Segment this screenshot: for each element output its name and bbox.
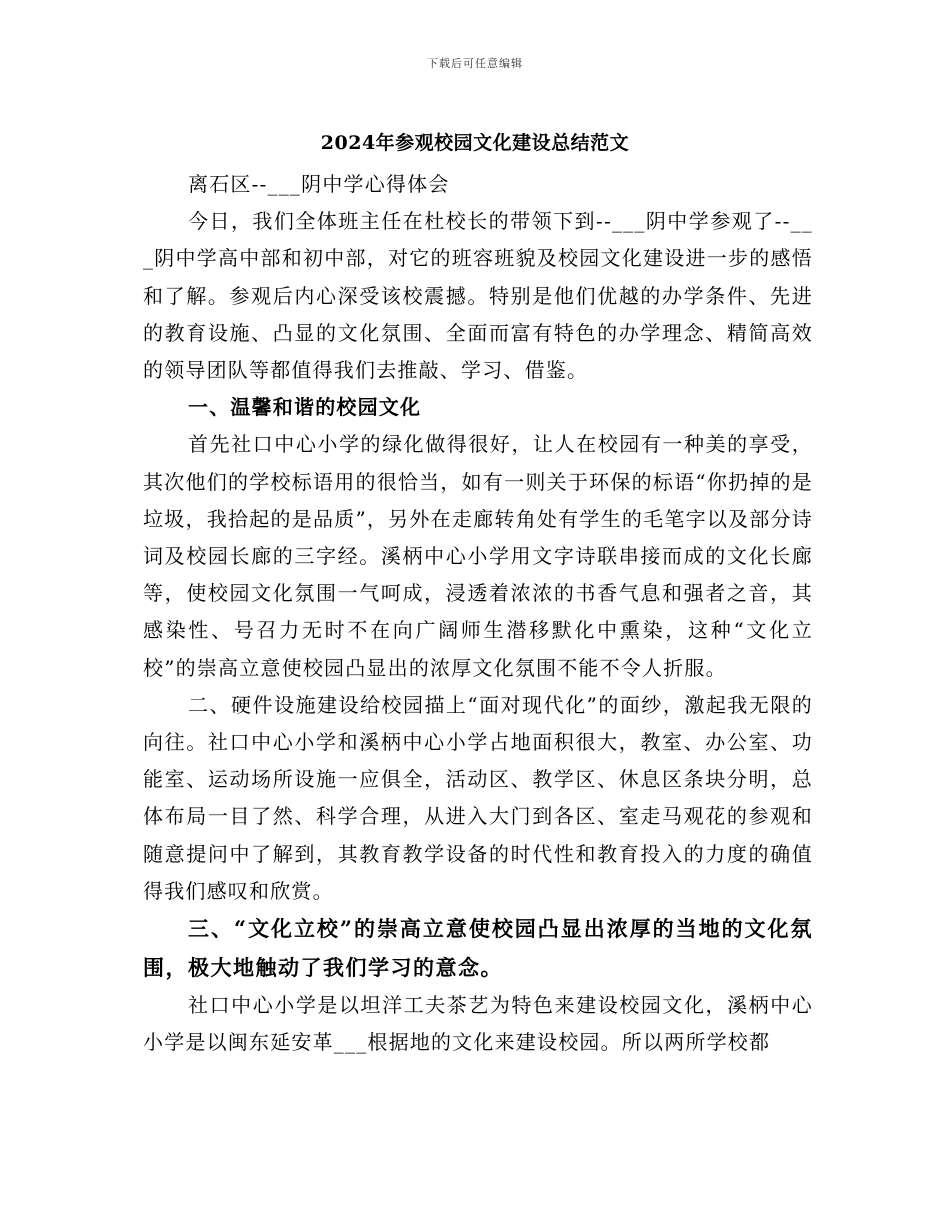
paragraph-intro: 今日，我们全体班主任在杜校长的带领下到--___阴中学参观了--___阴中学高中部和初中部，对它的班容班貌及校园文化建设进一步的感悟和了解。参观后内心深受该校震撼。特别是他们优越的办学条件、先进的教育设施、凸显的文化氛围、全面而富有特色的办学理念、精简高效的领导团队等都值得我们去推敲、学习、借鉴。 [143,209,813,383]
document-body [143,166,813,1061]
paragraph-section-2: 二、硬件设施建设给校园描上“面对现代化”的面纱，激起我无限的向往。社口中心小学和溪柄中心小学占地面积很大，教室、办公室、功能室、运动场所设施一应俱全，活动区、教学区、休息区条块分明，总体布局一目了然、科学合理，从进入大门到各区、室走马观花的参观和随意提问中了解到，其教育教学设备的时代性和教育投入的力度的确值得我们感叹和欣赏。 [143,692,813,903]
section-heading-1: 一、温馨和谐的校园文化 [188,395,422,420]
section-heading-3: 三、“文化立校”的崇高立意使校园凸显出浓厚的当地的文化氛围，极大地触动了我们学习的意念。 [143,916,813,980]
paragraph-subtitle: 离石区--___阴中学心得体会 [188,172,450,196]
document-title: 2024年参观校园文化建设总结范文 [320,132,630,154]
header-note: 下载后可任意编辑 [427,57,523,70]
paragraph-section-3: 社口中心小学是以坦洋工夫茶艺为特色来建设校园文化，溪柄中心小学是以闽东延安革___根据地的文化来建设校园。所以两所学校都 [143,993,813,1055]
paragraph-section-1: 首先社口中心小学的绿化做得很好，让人在校园有一种美的享受，其次他们的学校标语用的很恰当，如有一则关于环保的标语“你扔掉的是垃圾，我拾起的是品质”，另外在走廊转角处有学生的毛笔字以及部分诗词及校园长廊的三字经。溪柄中心小学用文字诗联串接而成的文化长廊等，使校园文化氛围一气呵成，浸透着浓浓的书香气息和强者之音，其感染性、号召力无时不在向广阔师生潜移默化中熏染，这种“文化立校”的崇高立意使校园凸显出的浓厚文化氛围不能不令人折服。 [143,432,813,680]
